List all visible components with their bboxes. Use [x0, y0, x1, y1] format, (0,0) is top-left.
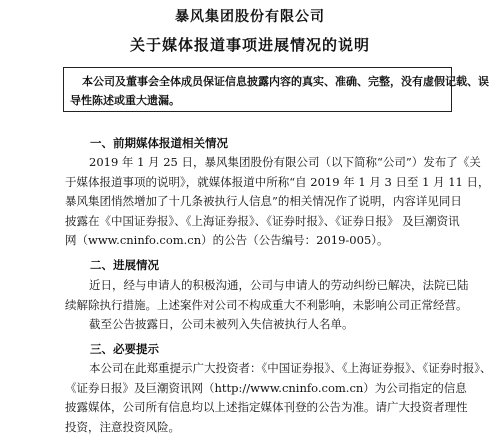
section-3-paragraph: [65, 359, 492, 437]
section-1-line-4: 披露在《中国证券报》、《上海证券报》、《证券时报》、《证券日报》 及巨潮资讯: [65, 213, 460, 228]
section-3-line-2: 《证券日报》及巨潮资讯网（http://www.cninfo.com.cn）为公司指定的信息: [65, 380, 467, 395]
section-1-line-2: 于媒体报道事项的说明》，就媒体报道中所称“自 2019 年 1 月 3 日至 1 月 11 日，: [65, 174, 490, 189]
section-1-line-5: 网（www.cninfo.com.cn）的公告（公告编号：2019-005）。: [65, 233, 389, 247]
disclaimer-box: [63, 67, 489, 112]
section-3-heading: 三、必要提示: [90, 342, 159, 356]
disclaimer-line-1: 本公司及董事会全体成员保证信息披露内容的真实、准确、完整，没有虚假记载、误: [82, 75, 489, 88]
section-2-heading: 二、进展情况: [90, 258, 159, 272]
section-3-line-1: 本公司在此郑重提示广大投资者：《中国证券报》、《上海证券报》、《证券时报》、: [89, 361, 492, 375]
section-1-paragraph: [65, 153, 490, 251]
section-3-line-3: 披露媒体，公司所有信息均以上述指定媒体刊登的公告为准。请广大投资者理性: [65, 400, 468, 414]
section-1-line-1: 2019 年 1 月 25 日，暴风集团股份有限公司（以下简称“公司”）发布了《关: [89, 155, 481, 169]
section-2-paragraph: [65, 276, 469, 335]
section-1-heading: 一、前期媒体报道相关情况: [90, 136, 228, 150]
section-2-line-2: 续解除执行措施。上述案件对公司不构成重大不利影响，未影响公司正常经营。: [65, 297, 468, 312]
document-title: 关于媒体报道事项进展情况的说明: [129, 36, 370, 54]
disclaimer-line-2: 导性陈述或重大遗漏。: [70, 94, 180, 107]
section-3-line-4: 投资，注意投资风险。: [65, 419, 180, 434]
section-2-line-3: 截至公告披露日，公司未被列入失信被执行人名单。: [89, 317, 354, 331]
section-1-line-3: 暴风集团悄然增加了十几条被执行人信息”的相关情况作了说明，内容详见同日: [65, 194, 462, 208]
company-name: 暴风集团股份有限公司: [175, 9, 325, 25]
section-2-line-1: 近日，经与申请人的积极沟通，公司与申请人的劳动纠纷已解决，法院已陆: [89, 278, 469, 292]
